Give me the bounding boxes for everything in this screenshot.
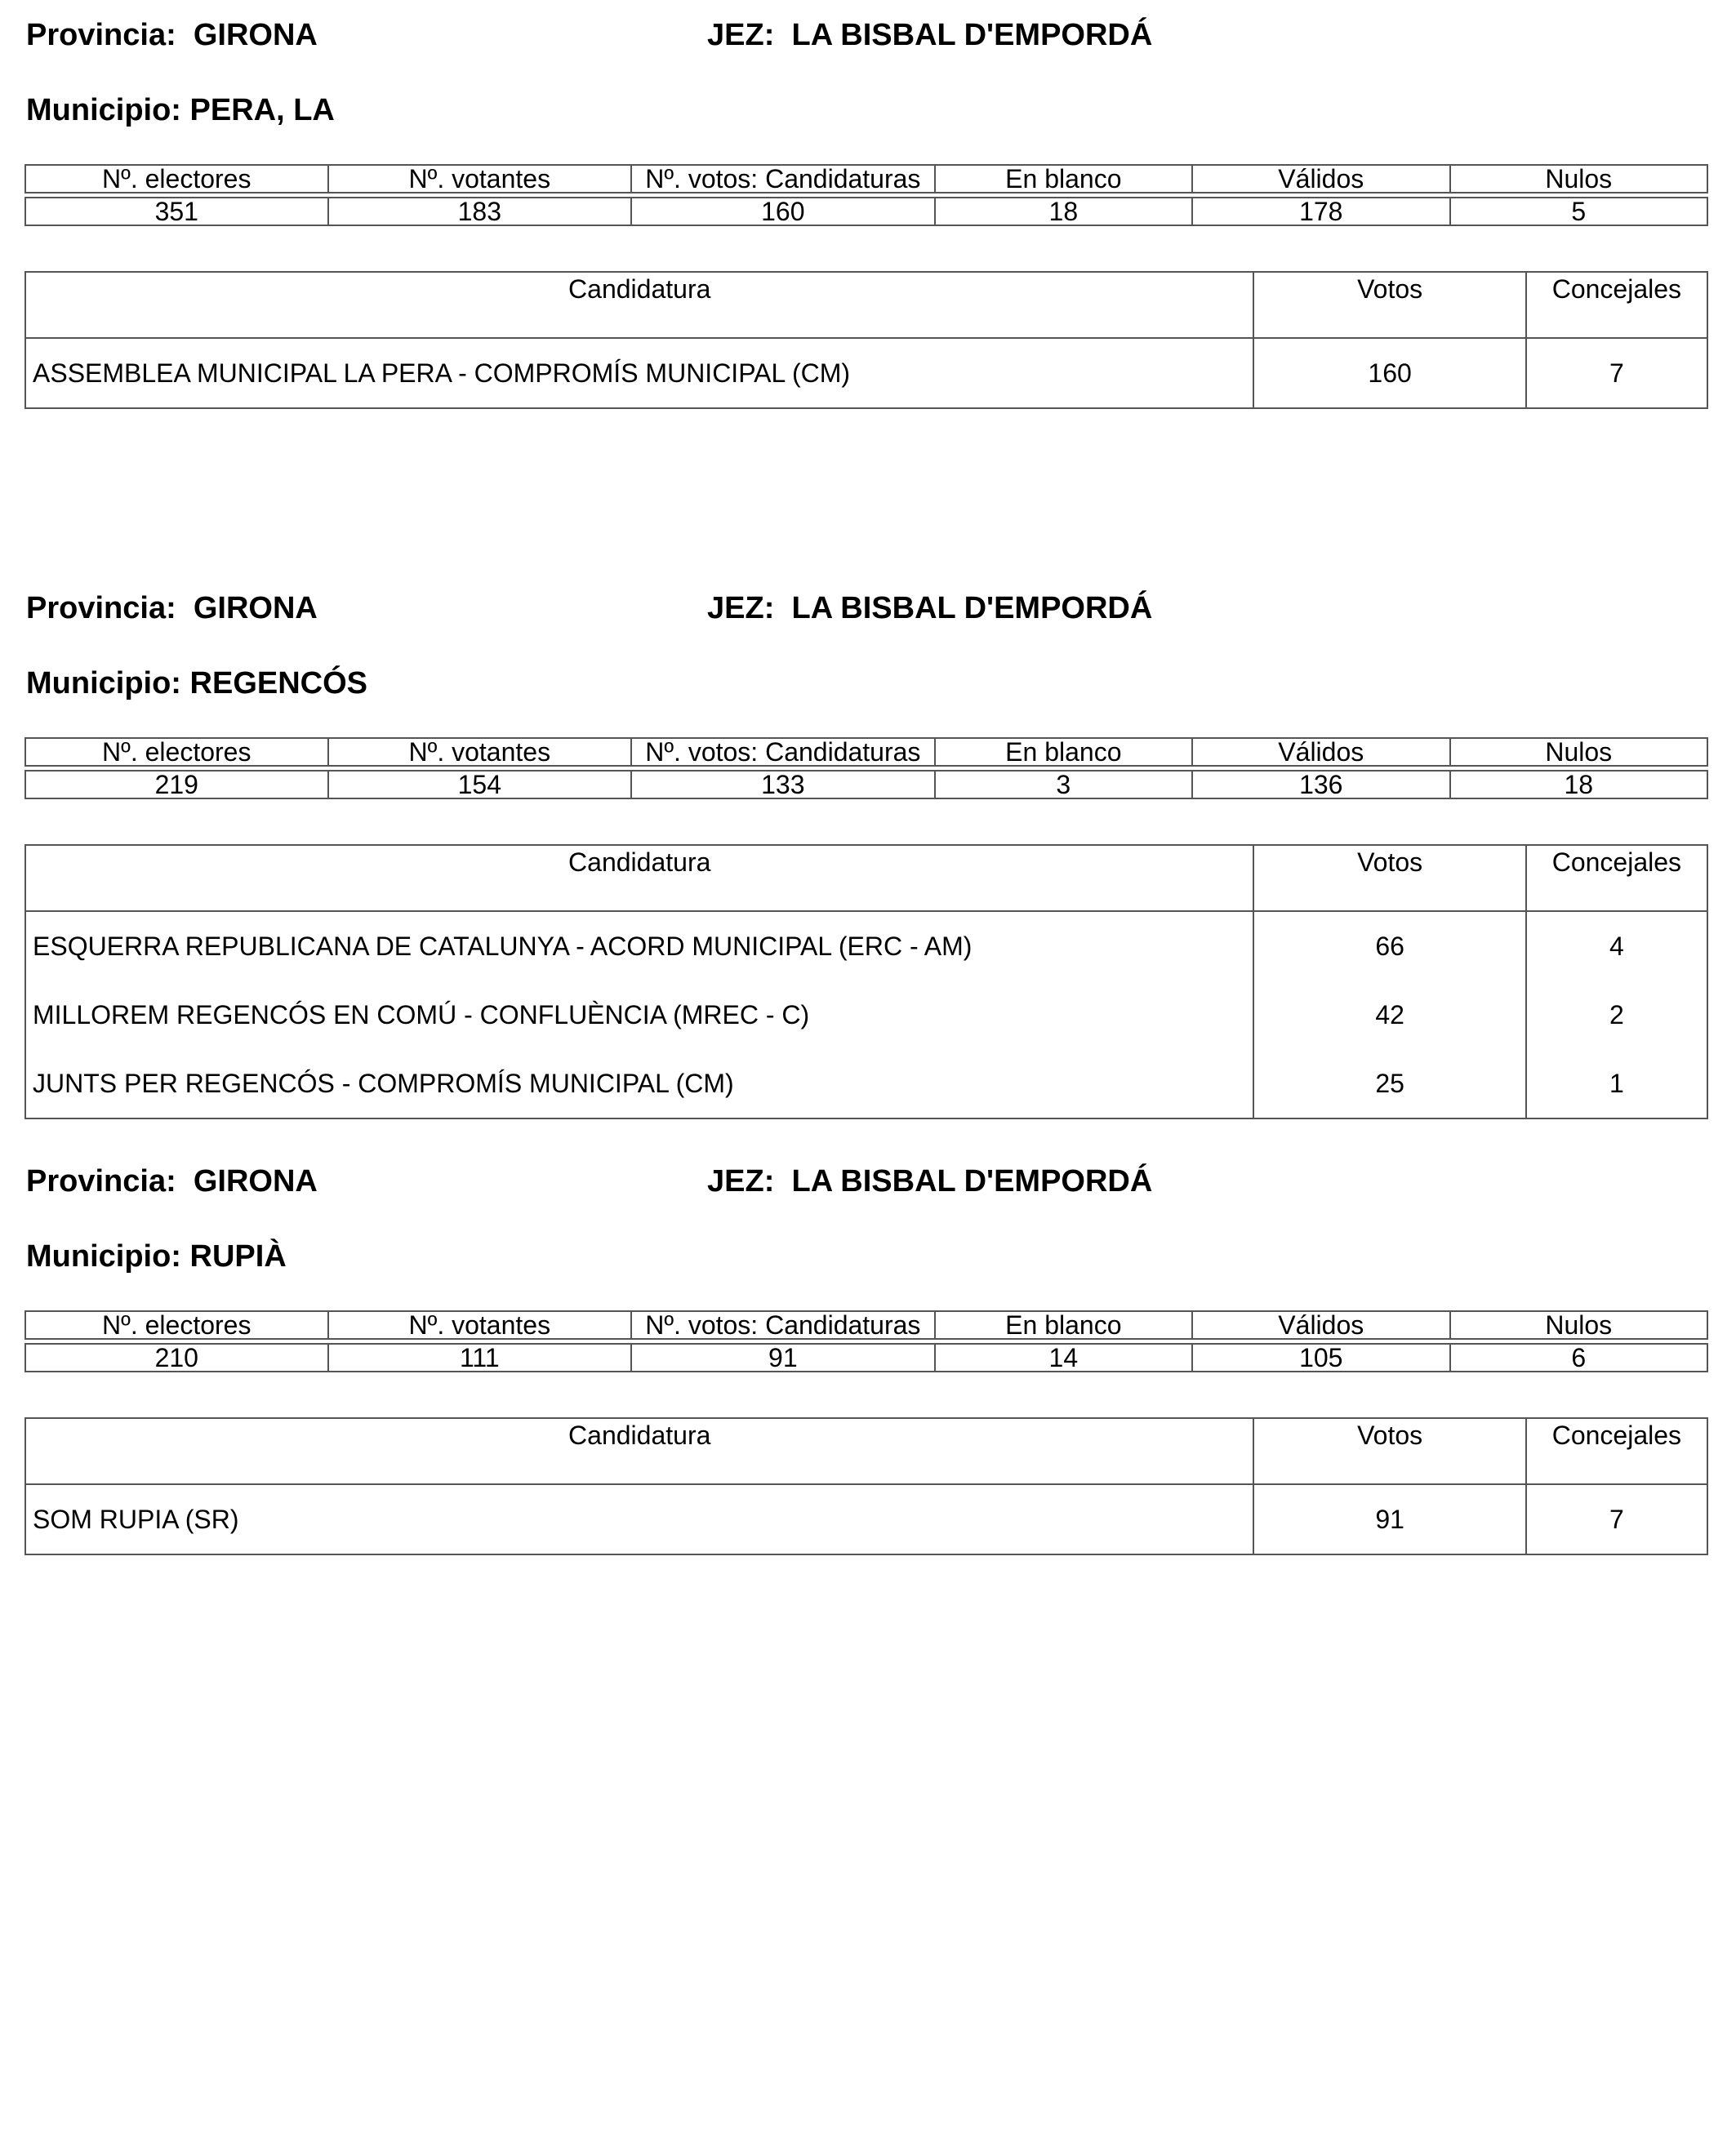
table-row: ASSEMBLEA MUNICIPAL LA PERA - COMPROMÍS MUNICIPAL (CM) 160 7 [25,338,1707,408]
jez-heading: JEZ: LA BISBAL D'EMPORDÁ [707,1164,1153,1198]
table-row: SOM RUPIA (SR) 91 7 [25,1484,1707,1554]
stats-table [24,164,1708,226]
candidaturas-table: Candidatura Votos Concejales SOM RUPIA (SR) 91 7 [24,1417,1708,1555]
municipio-heading: Municipio: RUPIÀ [26,1239,287,1274]
provincia-heading: Provincia: GIRONA [26,1164,318,1198]
candidaturas-table: Candidatura Votos Concejales ESQUERRA REPUBLICANA DE CATALUNYA - ACORD MUNICIPAL (ERC - AM) 66 4 MILLOREM REGENCÓS EN COMÚ - CONFLUÈNCIA (MREC - C) 42 2 JUNTS PER REGENCÓS - COMPROMÍS MUNICIPAL (CM) 25 1 [24,844,1708,1119]
candidaturas-table: Candidatura Votos Concejales ASSEMBLEA MUNICIPAL LA PERA - COMPROMÍS MUNICIPAL (CM) 160 7 [24,271,1708,409]
jez-heading: JEZ: LA BISBAL D'EMPORDÁ [707,591,1153,625]
provincia-heading: Provincia: GIRONA [26,18,318,52]
stats-value-row: 210 111 91 14 105 6 [25,1344,1707,1372]
stats-header-row: Nº. electores Nº. votantes Nº. votos: Candidaturas En blanco Válidos Nulos [25,738,1707,766]
stats-header-row: Nº. electores Nº. votantes Nº. votos: Candidaturas En blanco Válidos Nulos [25,1311,1707,1339]
provincia-heading: Provincia: GIRONA [26,591,318,625]
stats-header-row: Nº. electores Nº. votantes Nº. votos: Candidaturas En blanco Válidos Nulos [25,165,1707,193]
municipio-heading: Municipio: PERA, LA [26,93,335,127]
stats-value-row: 351 183 160 18 178 5 [25,198,1707,225]
table-row: JUNTS PER REGENCÓS - COMPROMÍS MUNICIPAL (CM) 25 1 [25,1049,1707,1118]
table-row: ESQUERRA REPUBLICANA DE CATALUNYA - ACORD MUNICIPAL (ERC - AM) 66 4 [25,911,1707,981]
jez-heading: JEZ: LA BISBAL D'EMPORDÁ [707,18,1153,52]
municipio-heading: Municipio: REGENCÓS [26,666,368,700]
stats-table [24,737,1708,799]
table-row: MILLOREM REGENCÓS EN COMÚ - CONFLUÈNCIA (MREC - C) 42 2 [25,981,1707,1049]
stats-value-row: 219 154 133 3 136 18 [25,771,1707,798]
stats-table [24,1310,1708,1372]
